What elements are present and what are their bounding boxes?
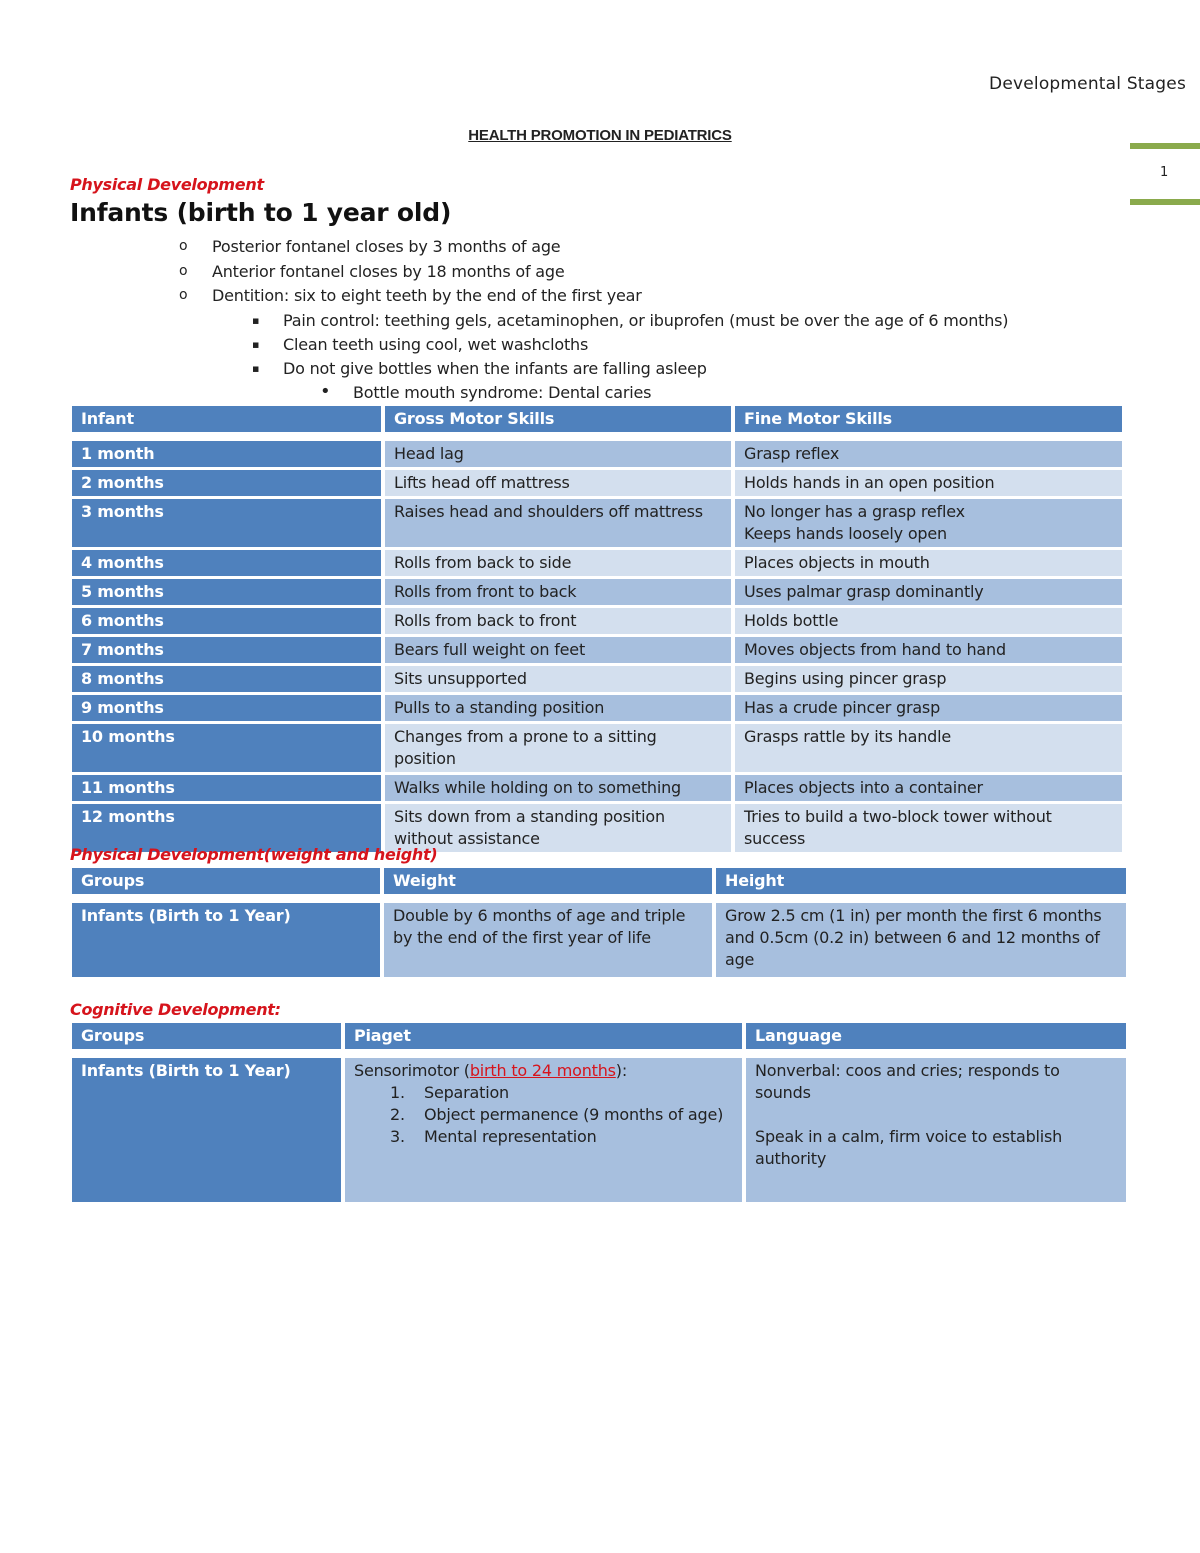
fine-motor-cell: Holds bottle [735,608,1126,637]
table-header-row [72,1023,1130,1052]
list-item [354,1126,733,1148]
cognitive-table [72,1023,1130,1205]
column-header: Weight [384,868,716,897]
weight-height-table [72,868,1130,980]
list-item-text: Anterior fontanel closes by 18 months of age [212,262,565,281]
piaget-list [354,1082,733,1148]
gross-motor-cell: Rolls from back to front [385,608,735,637]
piaget-age-range-link[interactable]: birth to 24 months [469,1061,616,1080]
fine-motor-cell: Holds hands in an open position [735,470,1126,499]
table-row [72,608,1126,637]
age-cell: 10 months [72,724,385,775]
gross-motor-cell: Bears full weight on feet [385,637,735,666]
piaget-stage [354,1060,733,1082]
section-label-cognitive: Cognitive Development: [70,1000,281,1019]
language-text: Nonverbal: coos and cries; responds to sounds [755,1061,1060,1102]
age-cell: 1 month [72,441,385,470]
table-row [72,695,1126,724]
column-header: Height [716,868,1130,897]
list-item [320,381,652,402]
document-title: HEALTH PROMOTION IN PEDIATRICS [468,127,732,144]
fine-motor-cell: Begins using pincer grasp [735,666,1126,695]
table-row [72,1058,1130,1205]
section-label-physical: Physical Development [70,175,264,194]
list-item-text: Bottle mouth syndrome: Dental caries [353,383,652,402]
table-row [72,903,1130,980]
column-header: Infant [72,406,385,435]
motor-skills-table [72,406,1126,855]
list-item [179,262,565,281]
fine-motor-cell: Places objects into a container [735,775,1126,804]
list-number: 1. [390,1083,405,1102]
fine-motor-line: Keeps hands loosely open [744,524,947,543]
age-cell: 7 months [72,637,385,666]
list-item [179,237,561,256]
gross-motor-cell: Head lag [385,441,735,470]
fine-motor-line: No longer has a grasp reflex [744,502,965,521]
fine-motor-cell: Grasp reflex [735,441,1126,470]
column-header: Groups [72,868,384,897]
language-cell [746,1058,1130,1205]
table-row [72,550,1126,579]
table-row [72,724,1126,775]
age-cell: 9 months [72,695,385,724]
gross-motor-cell: Sits unsupported [385,666,735,695]
infants-heading: Infants (birth to 1 year old) [70,198,452,227]
height-cell: Grow 2.5 cm (1 in) per month the first 6 months and 0.5cm (0.2 in) between 6 and 12 months of age [716,903,1130,980]
list-item [252,359,707,378]
gross-motor-cell: Rolls from back to side [385,550,735,579]
square-bullet-icon: ▪ [252,362,260,375]
column-header: Groups [72,1023,345,1052]
square-bullet-icon: ▪ [252,338,260,351]
piaget-stage-name: Sensorimotor ( [354,1061,470,1080]
gross-motor-cell: Walks while holding on to something [385,775,735,804]
column-header: Piaget [345,1023,746,1052]
list-item-text: Dentition: six to eight teeth by the end of the first year [212,286,642,305]
column-header: Fine Motor Skills [735,406,1126,435]
age-cell: 4 months [72,550,385,579]
group-cell: Infants (Birth to 1 Year) [72,903,384,980]
round-bullet-icon: • [320,381,331,402]
age-cell: 11 months [72,775,385,804]
list-item-text: Clean teeth using cool, wet washcloths [283,335,589,354]
list-item-text: Object permanence (9 months of age) [424,1105,724,1124]
list-number: 2. [390,1105,405,1124]
age-cell: 3 months [72,499,385,550]
table-row [72,666,1126,695]
running-header: Developmental Stages [989,74,1186,94]
gross-motor-cell: Sits down from a standing position without assistance [385,804,735,855]
page-number: 1 [1160,165,1169,180]
table-row [72,637,1126,666]
table-header-row [72,868,1130,897]
list-number: 3. [390,1127,405,1146]
age-cell: 8 months [72,666,385,695]
weight-cell: Double by 6 months of age and triple by the end of the first year of life [384,903,716,980]
fine-motor-cell: Tries to build a two-block tower without success [735,804,1126,855]
group-cell: Infants (Birth to 1 Year) [72,1058,345,1205]
gross-motor-cell: Pulls to a standing position [385,695,735,724]
piaget-cell [345,1058,746,1205]
gross-motor-cell: Changes from a prone to a sitting position [385,724,735,775]
fine-motor-cell: Grasps rattle by its handle [735,724,1126,775]
page-tab-bottom-rule [1130,199,1200,205]
gross-motor-cell: Raises head and shoulders off mattress [385,499,735,550]
age-cell: 6 months [72,608,385,637]
table-row [72,579,1126,608]
list-item-text: Do not give bottles when the infants are falling asleep [283,359,707,378]
section-label-weight-height: Physical Development(weight and height) [70,845,438,864]
list-item [354,1104,733,1126]
column-header: Gross Motor Skills [385,406,735,435]
age-cell: 5 months [72,579,385,608]
gross-motor-cell: Rolls from front to back [385,579,735,608]
table-row [72,499,1126,550]
age-cell: 12 months [72,804,385,855]
fine-motor-cell: Uses palmar grasp dominantly [735,579,1126,608]
hollow-circle-bullet-icon: o [179,287,188,303]
list-item [252,311,1009,330]
fine-motor-cell: Places objects in mouth [735,550,1126,579]
fine-motor-cell [735,499,1126,550]
fine-motor-cell: Moves objects from hand to hand [735,637,1126,666]
table-row [72,470,1126,499]
list-item-text: Separation [424,1083,509,1102]
gross-motor-cell: Lifts head off mattress [385,470,735,499]
age-cell: 2 months [72,470,385,499]
table-header-row [72,406,1126,435]
hollow-circle-bullet-icon: o [179,238,188,254]
language-text: Speak in a calm, firm voice to establish authority [755,1127,1063,1168]
fine-motor-cell: Has a crude pincer grasp [735,695,1126,724]
list-item [179,286,642,305]
list-item [252,335,589,354]
list-item [354,1082,733,1104]
table-row [72,775,1126,804]
table-row [72,441,1126,470]
list-item-text: Posterior fontanel closes by 3 months of age [212,237,561,256]
list-item-text: Pain control: teething gels, acetaminophen, or ibuprofen (must be over the age of 6 months) [283,311,1009,330]
piaget-stage-suffix: ): [615,1061,628,1080]
page-number-tab [1130,143,1200,205]
square-bullet-icon: ▪ [252,314,260,327]
column-header: Language [746,1023,1130,1052]
list-item-text: Mental representation [424,1127,597,1146]
hollow-circle-bullet-icon: o [179,263,188,279]
